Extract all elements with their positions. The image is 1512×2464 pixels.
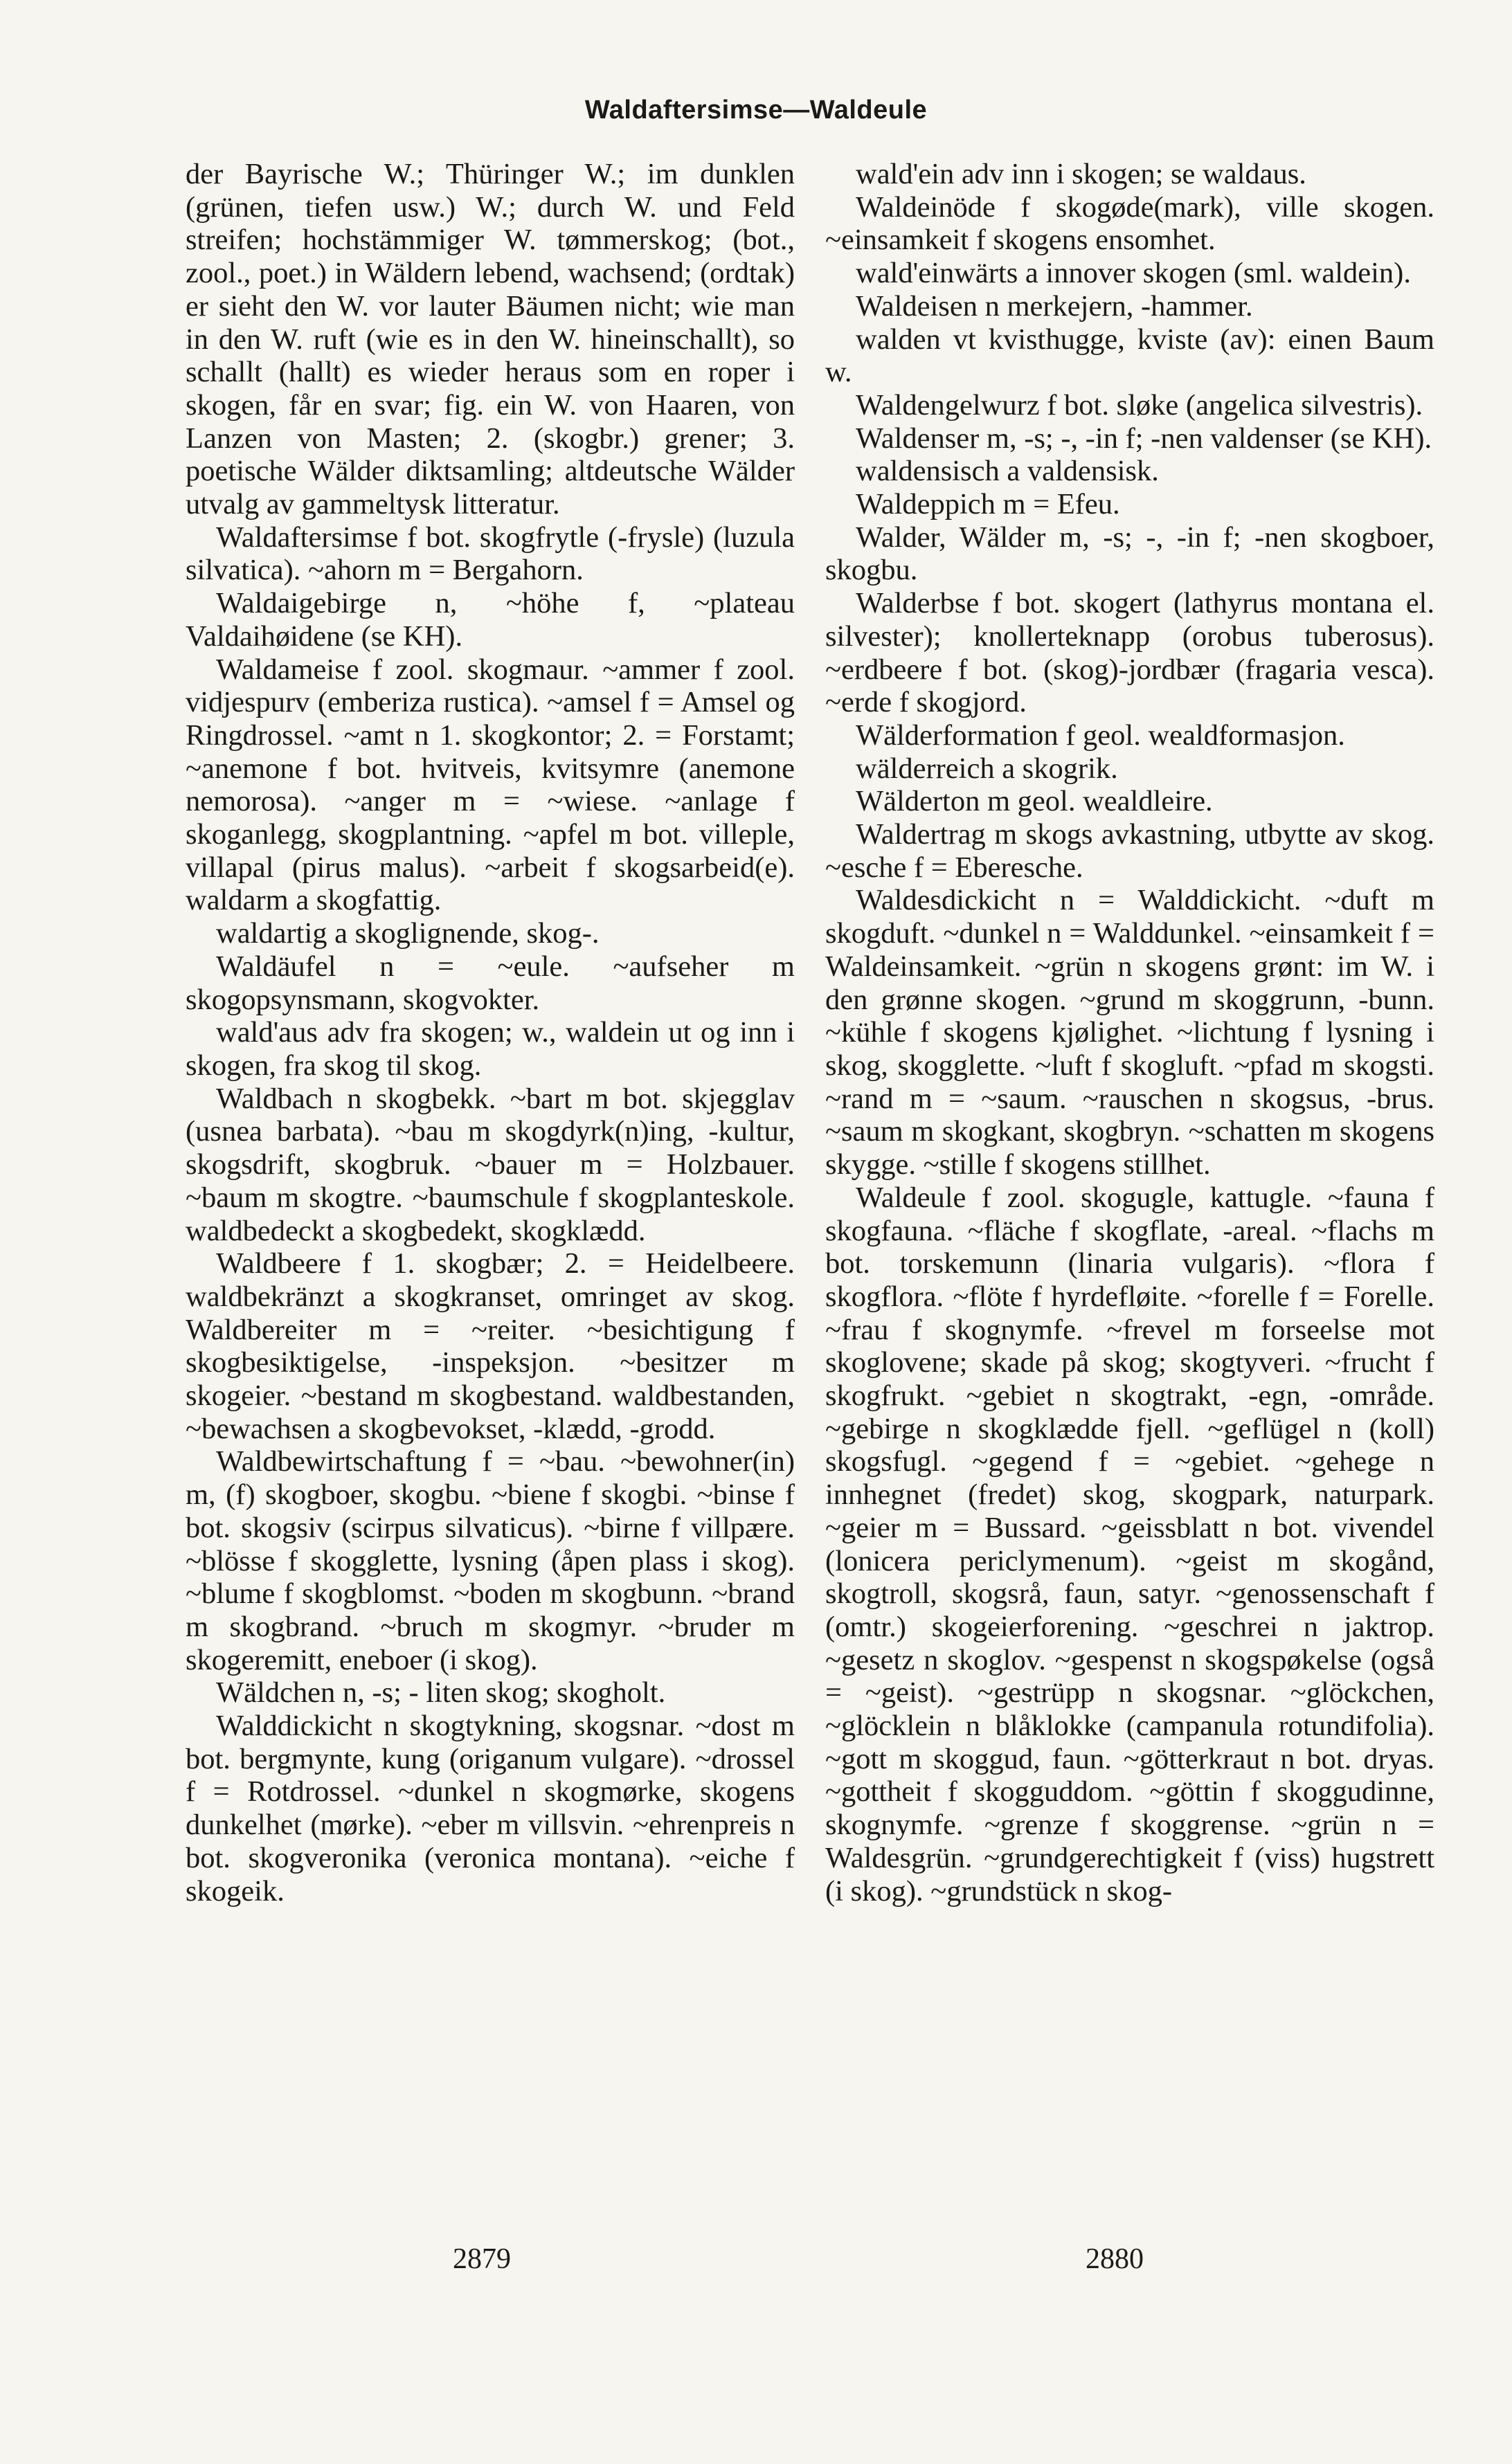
dictionary-entry: Waldaftersimse f bot. skogfrytle (-frysle) (luzula silvatica). ~ahorn m = Bergahorn.	[186, 520, 795, 587]
page-number-right: 2880	[1086, 2243, 1144, 2275]
dictionary-entry: Waldaigebirge n, ~höhe f, ~plateau Valdaihøidene (se KH).	[186, 587, 795, 653]
dictionary-entry: Waldeule f zool. skogugle, kattugle. ~fauna f skogfauna. ~fläche f skogflate, -areal. ~flachs m bot. torskemunn (linaria vulgaris). ~flora f skogflora. ~flöte f hyrdefløite. ~forelle f = Forelle. ~frau f skognymfe. ~frevel m forseelse mot skoglovene; skade på skog; skogtyveri. ~frucht f skogfrukt. ~gebiet n skogtrakt, -egn, -område. ~gebirge n skogklædde fjell. ~geflügel n (koll) skogsfugl. ~gegend f = ~gebiet. ~gehege n innhegnet (fredet) skog, skogpark, naturpark. ~geier m = Bussard. ~geissblatt n bot. vivendel (lonicera periclymenum). ~geist m skogånd, skogtroll, skogsrå, faun, satyr. ~genossenschaft f (omtr.) skogeierforening. ~geschrei n jaktrop. ~gesetz n skoglov. ~gespenst n skogspøkelse (også = ~geist). ~gestrüpp n skogsnar. ~glöckchen, ~glöcklein n blåklokke (campanula rotundifolia). ~gott m skoggud, faun. ~götterkraut n bot. dryas. ~gottheit f skogguddom. ~göttin f skoggudinne, skognymfe. ~grenze f skoggrense. ~grün n = Waldesgrün. ~grundgerechtigkeit f (viss) hugstrett (i skog). ~grundstück n skog-	[825, 1181, 1434, 1908]
dictionary-entry: Waldbeere f 1. skogbær; 2. = Heidelbeere. waldbekränzt a skogkranset, omringet av skog. Waldbereiter m = ~reiter. ~besichtigung f skogbesiktigelse, -inspeksjon. ~besitzer m skogeier. ~bestand m skogbestand. waldbestanden, ~bewachsen a skogbevokset, -klædd, -grodd.	[186, 1247, 795, 1445]
dictionary-entry: Wäldchen n, -s; - liten skog; skogholt.	[216, 1676, 666, 1710]
dictionary-entry: Waldenser m, -s; -, -in f; -nen valdenser (se KH).	[856, 422, 1432, 455]
dictionary-entry: Wälderton m geol. wealdleire.	[856, 785, 1213, 818]
dictionary-entry: walden vt kvisthugge, kviste (av): einen Baum w.	[825, 323, 1434, 389]
dictionary-entry: Waldameise f zool. skogmaur. ~ammer f zool. vidjespurv (emberiza rustica). ~amsel f = Amsel og Ringdrossel. ~amt n 1. skogkontor; 2. = Forstamt; ~anemone f bot. hvitveis, kvitsymre (anemone nemorosa). ~anger m = ~wiese. ~anlage f skoganlegg, skogplantning. ~apfel m bot. villeple, villapal (pirus malus). ~arbeit f skogsarbeid(e). waldarm a skogfattig.	[186, 653, 795, 917]
dictionary-entry: Waldertrag m skogs avkastning, utbytte av skog. ~esche f = Eberesche.	[825, 818, 1434, 884]
running-header: Waldaftersimse—Waldeule	[584, 96, 928, 125]
dictionary-entry: Waldengelwurz f bot. sløke (angelica silvestris).	[856, 388, 1423, 422]
dictionary-entry: Waldeinöde f skogøde(mark), ville skogen. ~einsamkeit f skogens ensomhet.	[825, 190, 1434, 257]
dictionary-entry: waldartig a skoglignende, skog-.	[216, 917, 600, 950]
dictionary-entry: Walderbse f bot. skogert (lathyrus montana el. silvester); knollerteknapp (orobus tuberosus). ~erdbeere f bot. (skog)-jordbær (fragaria vesca). ~erde f skogjord.	[825, 587, 1434, 719]
left-column	[186, 158, 795, 1908]
dictionary-entry: Waldesdickicht n = Walddickicht. ~duft m skogduft. ~dunkel n = Walddunkel. ~einsamkeit f = Waldeinsamkeit. ~grün n skogens grønt: im W. i den grønne skogen. ~grund m skoggrunn, -bunn. ~kühle f skogens kjølighet. ~lichtung f lysning i skog, skogglette. ~luft f skogluft. ~pfad m skogsti. ~rand m = ~saum. ~rauschen n skogsus, -brus. ~saum m skogkant, skogbryn. ~schatten m skogens skygge. ~stille f skogens stillhet.	[825, 884, 1434, 1181]
dictionary-entry: wald'aus adv fra skogen; w., waldein ut og inn i skogen, fra skog til skog.	[186, 1016, 795, 1082]
dictionary-entry: wald'einwärts a innover skogen (sml. waldein).	[856, 257, 1411, 290]
dictionary-entry: der Bayrische W.; Thüringer W.; im dunklen (grünen, tiefen usw.) W.; durch W. und Feld streifen; hochstämmiger W. tømmerskog; (bot., zool., poet.) in Wäldern lebend, wachsend; (ordtak) er sieht den W. vor lauter Bäumen nicht; wie man in den W. ruft (wie es in den W. hineinschallt), so schallt (hallt) es wieder heraus som en roper i skogen, får en svar; fig. ein W. von Haaren, von Lanzen von Masten; 2. (skogbr.) grener; 3. poetische Wälder diktsamling; altdeutsche Wälder utvalg av gammeltysk litteratur.	[186, 158, 795, 521]
dictionary-entry: Waldbach n skogbekk. ~bart m bot. skjegglav (usnea barbata). ~bau m skogdyrk(n)ing, -kultur, skogsdrift, skogbruk. ~bauer m = Holzbauer. ~baum m skogtre. ~baumschule f skogplanteskole. waldbedeckt a skogbedekt, skogklædd.	[186, 1082, 795, 1247]
dictionary-entry: Waldäufel n = ~eule. ~aufseher m skogopsynsmann, skogvokter.	[186, 950, 795, 1016]
dictionary-entry: wälderreich a skogrik.	[856, 752, 1118, 785]
dictionary-entry: Waldbewirtschaftung f = ~bau. ~bewohner(in) m, (f) skogboer, skogbu. ~biene f skogbi. ~binse f bot. skogsiv (scirpus silvaticus). ~birne f villpære. ~blösse f skogglette, lysning (åpen plass i skog). ~blume f skogblomst. ~boden m skogbunn. ~brand m skogbrand. ~bruch m skogmyr. ~bruder m skogeremitt, eneboer (i skog).	[186, 1445, 795, 1676]
dictionary-entry: Waldeisen n merkejern, -hammer.	[856, 289, 1253, 323]
dictionary-entry: Wälderformation f geol. wealdformasjon.	[856, 718, 1345, 752]
dictionary-entry: wald'ein adv inn i skogen; se waldaus.	[856, 158, 1306, 190]
right-column	[825, 158, 1434, 1908]
dictionary-entry: waldensisch a valdensisk.	[856, 455, 1159, 488]
dictionary-entry: Walddickicht n skogtykning, skogsnar. ~dost m bot. bergmynte, kung (origanum vulgare). ~drossel f = Rotdrossel. ~dunkel n skogmørke, skogens dunkelhet (mørke). ~eber m villsvin. ~ehrenpreis n bot. skogveronika (veronica montana). ~eiche f skogeik.	[186, 1710, 795, 1908]
page-number-left: 2879	[453, 2243, 511, 2275]
dictionary-entry: Waldeppich m = Efeu.	[856, 488, 1120, 521]
dictionary-entry: Walder, Wälder m, -s; -, -in f; -nen skogboer, skogbu.	[825, 520, 1434, 587]
